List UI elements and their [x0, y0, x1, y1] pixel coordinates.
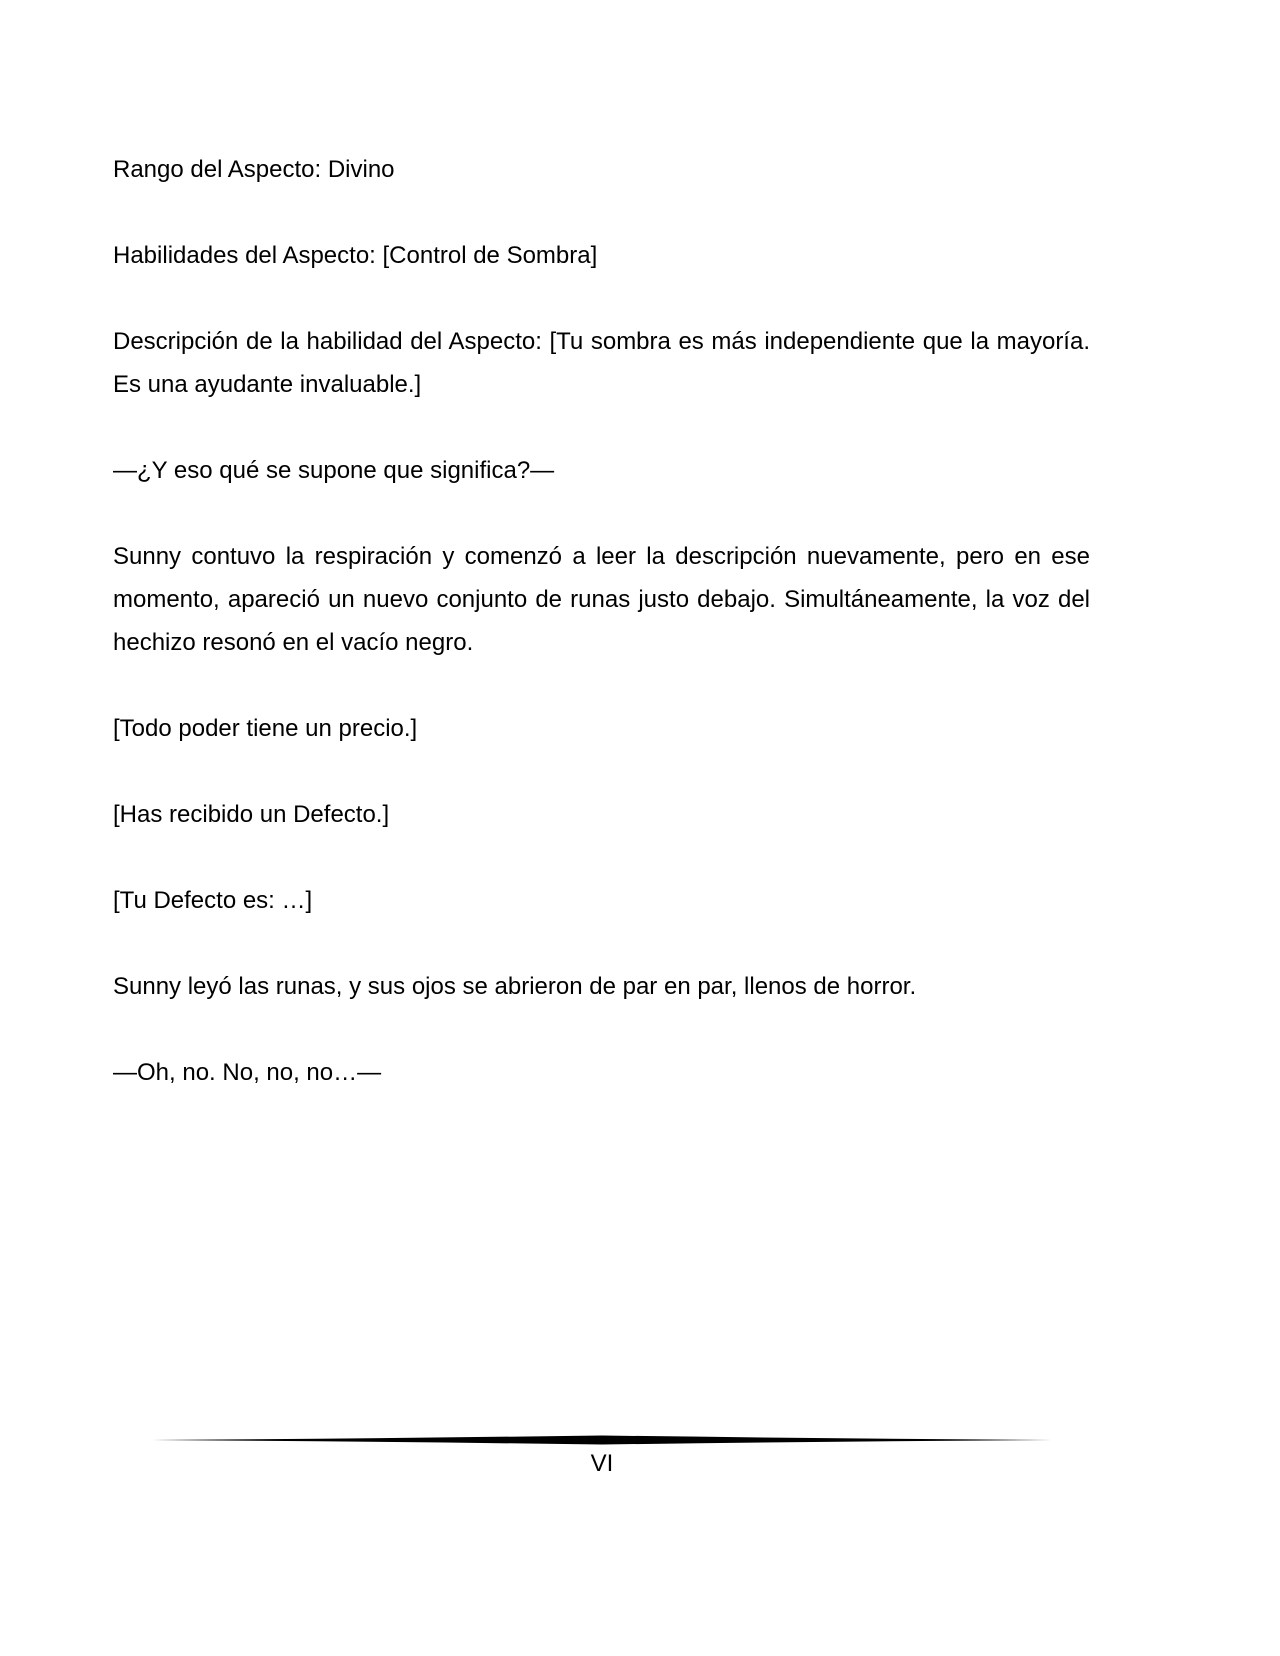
paragraph-dialogue-oh-no: —Oh, no. No, no, no…— [113, 1059, 382, 1086]
paragraph-flaw-is: [Tu Defecto es: …] [113, 887, 313, 914]
paragraph-dialogue-question: —¿Y eso qué se supone que significa?— [113, 457, 555, 484]
paragraph-narration-runes: Sunny contuvo la respiración y comenzó a leer la descripción nuevamente, pero en ese momento, apareció un nuevo conjunto de runas justo debajo. Simultáneamente, la voz del hechizo resonó en el vacío negro. [113, 543, 1090, 656]
paragraph-flaw-received: [Has recibido un Defecto.] [113, 801, 390, 828]
paragraph-aspect-abilities: Habilidades del Aspecto: [Control de Sombra] [113, 242, 598, 269]
body-text [113, 148, 1090, 1137]
paragraph-price: [Todo poder tiene un precio.] [113, 715, 418, 742]
page-number: VI [590, 1450, 614, 1477]
paragraph-narration-horror: Sunny leyó las runas, y sus ojos se abrieron de par en par, llenos de horror. [113, 973, 917, 1000]
paragraph-ability-description: Descripción de la habilidad del Aspecto: [Tu sombra es más independiente que la mayoría. Es una ayudante invaluable.] [113, 328, 1090, 398]
footer-divider [152, 1433, 1052, 1445]
paragraph-aspect-rank: Rango del Aspecto: Divino [113, 156, 395, 183]
